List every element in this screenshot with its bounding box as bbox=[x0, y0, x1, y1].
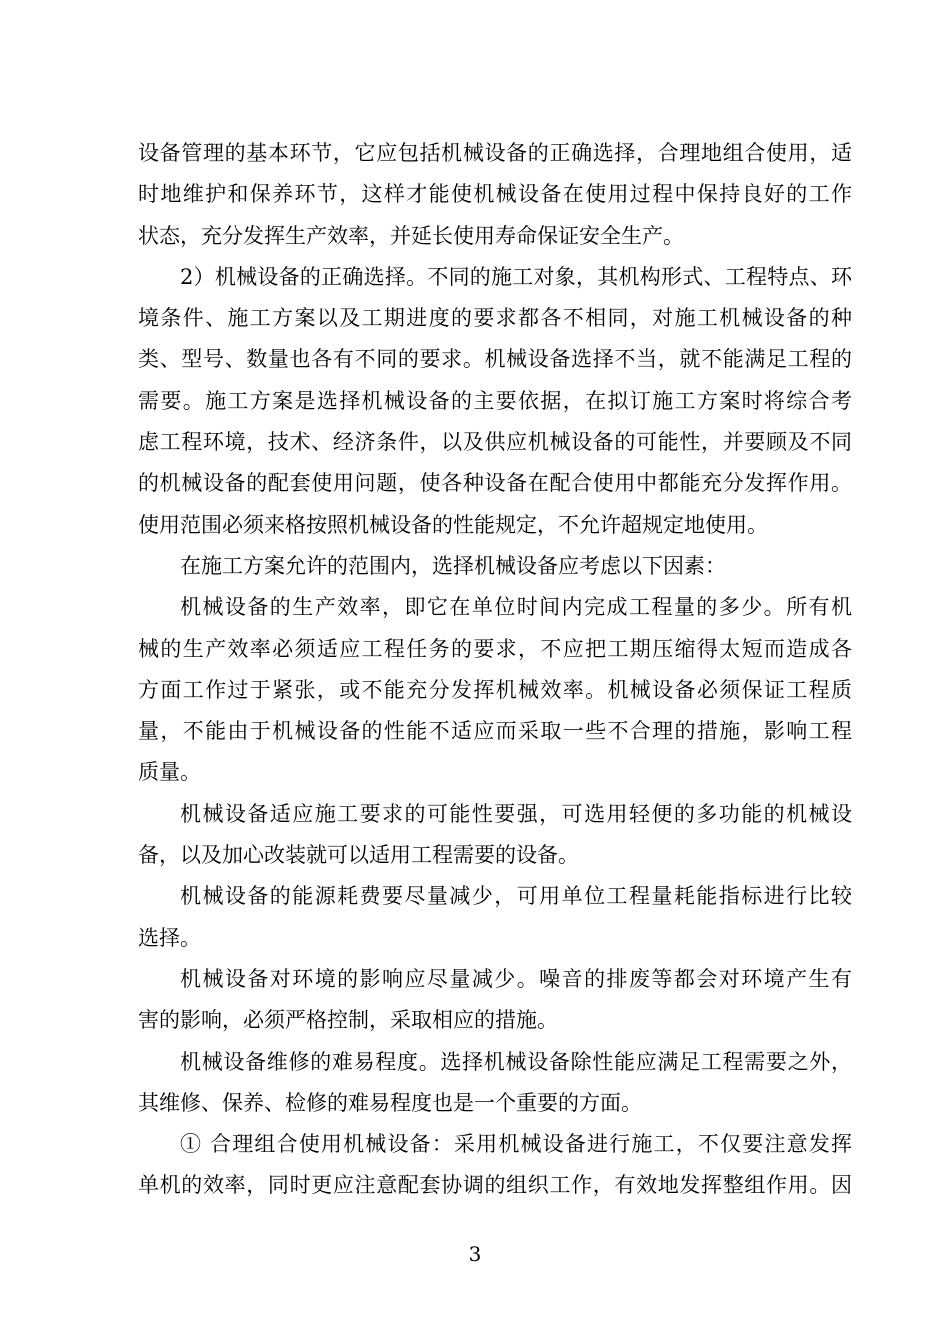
text-line: 量，不能由于机械设备的性能不适应而采取一些不合理的措施，影响工程 bbox=[138, 719, 852, 744]
text-line: 方面工作过于紧张，或不能充分发挥机械效率。机械设备必须保证工程质 bbox=[138, 677, 852, 702]
text-line: 类、型号、数量也各有不同的要求。机械设备选择不当，就不能满足工程的 bbox=[138, 347, 852, 372]
text-line: 时地维护和保养环节，这样才能使机械设备在使用过程中保持良好的工作 bbox=[138, 182, 852, 207]
text-line: 在施工方案允许的范围内，选择机械设备应考虑以下因素： bbox=[180, 553, 726, 578]
text-line: ① 合理组合使用机械设备：采用机械设备进行施工，不仅要注意发挥 bbox=[180, 1132, 852, 1157]
text-line: 状态，充分发挥生产效率，并延长使用寿命保证安全生产。 bbox=[138, 223, 684, 248]
text-line: 设备管理的基本环节，它应包括机械设备的正确选择，合理地组合使用，适 bbox=[138, 141, 852, 165]
text-line: 机械设备的能源耗费要尽量减少，可用单位工程量耗能指标进行比较 bbox=[180, 884, 852, 909]
text-line: 虑工程环境，技术、经济条件，以及供应机械设备的可能性，并要顾及不同 bbox=[138, 430, 852, 455]
text-line: 机械设备适应施工要求的可能性要强，可选用轻便的多功能的机械设 bbox=[180, 801, 852, 826]
text-line: 机械设备维修的难易程度。选择机械设备除性能应满足工程需要之外， bbox=[180, 1049, 852, 1074]
text-line: 害的影响，必须严格控制，采取相应的措施。 bbox=[138, 1008, 558, 1033]
text-line: 需要。施工方案是选择机械设备的主要依据，在拟订施工方案时将综合考 bbox=[138, 388, 852, 413]
page-number: 3 bbox=[468, 1242, 482, 1266]
text-line: 机械设备对环境的影响应尽量减少。噪音的排废等都会对环境产生有 bbox=[180, 966, 852, 991]
text-line: 单机的效率，同时更应注意配套协调的组织工作，有效地发挥整组作用。因 bbox=[138, 1173, 852, 1198]
text-line: 械的生产效率必须适应工程任务的要求，不应把工期压缩得太短而造成各 bbox=[138, 636, 852, 661]
text-line: 选择。 bbox=[138, 925, 201, 950]
text-line: 机械设备的生产效率，即它在单位时间内完成工程量的多少。所有机 bbox=[180, 595, 852, 620]
text-line: 备，以及加心改装就可以适用工程需要的设备。 bbox=[138, 843, 579, 868]
text-line: 质量。 bbox=[138, 760, 201, 785]
text-line: 使用范围必须来格按照机械设备的性能规定，不允许超规定地使用。 bbox=[138, 512, 768, 537]
text-line: 其维修、保养、检修的难易程度也是一个重要的方面。 bbox=[138, 1090, 642, 1115]
text-line: 的机械设备的配套使用问题，使各种设备在配合使用中都能充分发挥作用。 bbox=[138, 471, 852, 496]
document-body bbox=[138, 133, 852, 1207]
text-line: 境条件、施工方案以及工期进度的要求都各不相同，对施工机械设备的种 bbox=[138, 306, 852, 331]
text-line: 2）机械设备的正确选择。不同的施工对象，其机构形式、工程特点、环 bbox=[180, 264, 852, 289]
